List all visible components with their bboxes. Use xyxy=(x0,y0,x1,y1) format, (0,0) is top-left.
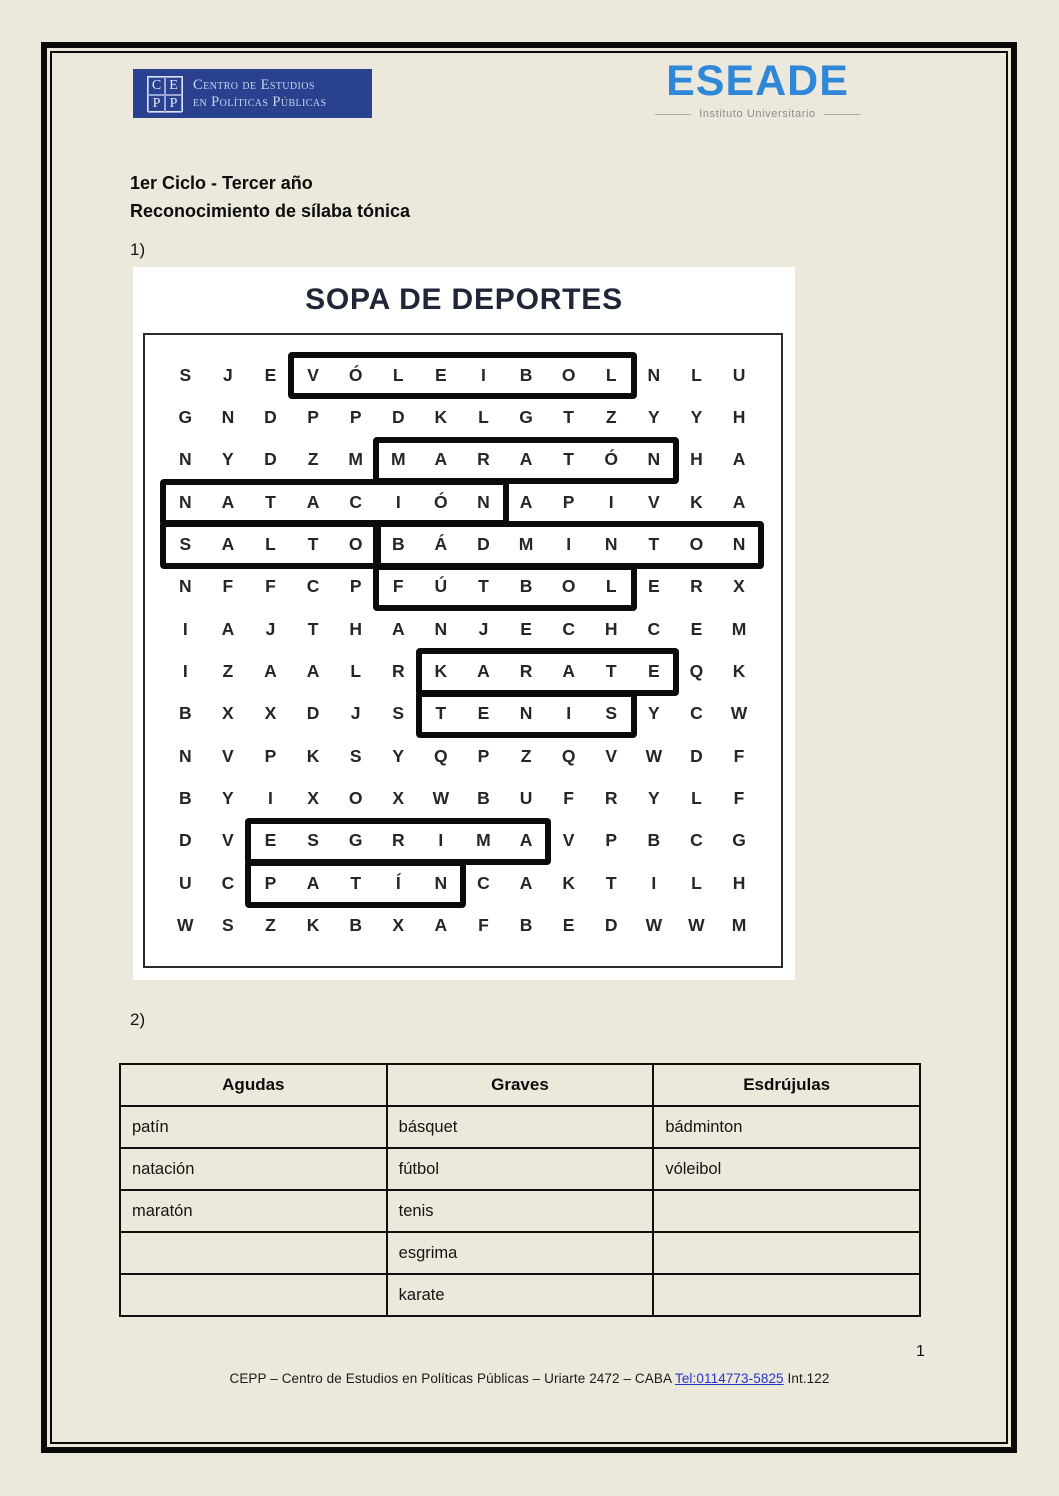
grid-letter: L xyxy=(605,364,617,385)
grid-letter: B xyxy=(391,534,405,555)
grid-letter: C xyxy=(562,618,575,639)
word-highlight-salto xyxy=(160,521,381,568)
grid-letter: T xyxy=(435,703,447,724)
grid-letter: X xyxy=(307,788,319,809)
grid-letter: Z xyxy=(265,915,276,936)
grid-letter: B xyxy=(519,915,533,936)
grid-letter: K xyxy=(306,745,320,766)
word-highlight-fútbol xyxy=(373,564,637,611)
grid-letter: N xyxy=(477,491,490,512)
grid-letter: I xyxy=(182,661,188,682)
grid-letter: C xyxy=(221,872,235,893)
heading-line2: Reconocimiento de sílaba tónica xyxy=(130,201,411,221)
grid-letter: E xyxy=(477,703,490,724)
grid-letter: V xyxy=(562,830,575,851)
grid-letter: W xyxy=(645,745,663,766)
grid-letter: C xyxy=(690,703,703,724)
grid-letter: F xyxy=(392,576,404,597)
grid-letter: B xyxy=(519,364,533,385)
grid-letter: U xyxy=(732,364,746,385)
grid-letter: D xyxy=(604,915,618,936)
grid-letter: R xyxy=(391,661,405,682)
document-heading xyxy=(130,169,410,225)
eseade-right-rule xyxy=(824,114,860,115)
grid-letter: E xyxy=(647,661,660,682)
table-column-header: Graves xyxy=(387,1064,654,1106)
grid-letter: P xyxy=(264,872,277,893)
grid-letter: Í xyxy=(395,872,401,893)
word-search-gridbox xyxy=(143,333,783,968)
grid-letter: R xyxy=(690,576,703,597)
grid-letter: A xyxy=(434,449,448,470)
cepp-logo-text xyxy=(193,77,326,111)
grid-letter: M xyxy=(731,915,747,936)
grid-letter: J xyxy=(478,618,489,639)
grid-letter: C xyxy=(306,576,320,597)
grid-letter: N xyxy=(604,534,618,555)
grid-letter: P xyxy=(349,576,362,597)
grid-letter: G xyxy=(519,407,533,428)
grid-letter: T xyxy=(605,661,617,682)
grid-letter: Z xyxy=(605,407,617,428)
word-highlight-bádminton xyxy=(373,521,764,568)
grid-letter: B xyxy=(477,788,490,809)
grid-letter: S xyxy=(222,915,234,936)
word-highlight-vóleibol xyxy=(288,352,637,399)
grid-letter: O xyxy=(348,788,363,809)
grid-letter: V xyxy=(222,745,234,766)
grid-letter: B xyxy=(178,788,192,809)
grid-letter: V xyxy=(307,364,319,385)
grid-letter: Ú xyxy=(434,576,448,597)
grid-letter: X xyxy=(392,915,405,936)
grid-letter: Y xyxy=(647,407,660,428)
cepp-letter: C xyxy=(148,77,165,95)
grid-letter: B xyxy=(178,703,192,724)
grid-letter: S xyxy=(179,364,192,385)
grid-letter: E xyxy=(435,364,447,385)
grid-letter: K xyxy=(562,872,575,893)
grid-letter: T xyxy=(478,576,489,597)
grid-letter: P xyxy=(307,407,319,428)
grid-letter: R xyxy=(604,788,618,809)
table-cell: patín xyxy=(120,1106,387,1148)
syllable-classification-table xyxy=(119,1063,921,1317)
grid-letter: T xyxy=(350,872,362,893)
grid-letter: L xyxy=(478,407,489,428)
heading-line1: 1er Ciclo - Tercer año xyxy=(130,173,313,193)
eseade-logo xyxy=(655,58,860,120)
table-row xyxy=(120,1274,920,1316)
grid-letter: S xyxy=(307,830,319,851)
footer-text-before: CEPP – Centro de Estudios en Políticas Públicas – Uriarte 2472 – CABA xyxy=(229,1371,675,1386)
word-search-title: SOPA DE DEPORTES xyxy=(305,283,623,316)
grid-letter: L xyxy=(691,788,702,809)
cepp-logo-line1: Centro de Estudios xyxy=(193,76,315,93)
grid-letter: Y xyxy=(392,745,405,766)
grid-letter: E xyxy=(690,618,703,639)
table-cell: maratón xyxy=(120,1190,387,1232)
grid-letter: S xyxy=(349,745,362,766)
grid-letter: L xyxy=(350,661,362,682)
eseade-subtitle: Instituto Universitario xyxy=(699,108,816,120)
grid-letter: G xyxy=(348,830,363,851)
grid-letter: F xyxy=(563,788,574,809)
table-row xyxy=(120,1148,920,1190)
grid-letter: K xyxy=(434,407,448,428)
grid-letter: A xyxy=(477,661,490,682)
exercise1-number: 1) xyxy=(130,240,146,259)
grid-letter: A xyxy=(519,872,533,893)
grid-letter: T xyxy=(307,534,319,555)
grid-letter: A xyxy=(519,491,533,512)
grid-letter: A xyxy=(221,618,235,639)
grid-letter: I xyxy=(182,618,188,639)
grid-letter: M xyxy=(348,449,363,470)
cepp-monogram-icon xyxy=(147,76,183,112)
grid-letter: P xyxy=(605,830,618,851)
grid-letter: A xyxy=(519,830,533,851)
grid-letter: R xyxy=(477,449,490,470)
grid-letter: S xyxy=(179,534,192,555)
grid-letter: N xyxy=(178,449,192,470)
grid-letter: A xyxy=(306,872,320,893)
grid-letter: F xyxy=(478,915,489,936)
cepp-logo-line2: en Políticas Públicas xyxy=(193,93,327,110)
grid-letter: W xyxy=(730,703,748,724)
grid-letter: H xyxy=(732,872,746,893)
grid-letter: M xyxy=(476,830,491,851)
grid-letter: D xyxy=(306,703,320,724)
grid-letter: T xyxy=(265,491,276,512)
grid-letter: T xyxy=(605,872,617,893)
grid-letter: Q xyxy=(561,745,576,766)
grid-letter: N xyxy=(434,618,448,639)
table-header-row xyxy=(120,1064,920,1106)
grid-letter: C xyxy=(477,872,490,893)
grid-letter: Y xyxy=(222,788,234,809)
grid-letter: W xyxy=(688,915,705,936)
grid-letter: Y xyxy=(222,449,234,470)
grid-letter: T xyxy=(563,449,574,470)
grid-letter: R xyxy=(519,661,533,682)
grid-letter: H xyxy=(349,618,362,639)
grid-letter: A xyxy=(221,491,235,512)
footer-text-after: Int.122 xyxy=(783,1371,830,1386)
grid-letter: L xyxy=(605,576,617,597)
grid-letter: A xyxy=(732,491,746,512)
grid-letter: P xyxy=(349,407,362,428)
grid-letter: I xyxy=(481,364,486,385)
grid-letter: I xyxy=(268,788,273,809)
eseade-subtitle-row xyxy=(655,108,860,120)
grid-letter: N xyxy=(178,745,192,766)
grid-letter: C xyxy=(349,491,362,512)
cepp-letter: P xyxy=(148,95,165,113)
grid-letter: B xyxy=(349,915,362,936)
grid-letter: B xyxy=(519,576,533,597)
grid-letter: M xyxy=(731,618,747,639)
grid-letter: A xyxy=(221,534,235,555)
grid-letter: X xyxy=(392,788,405,809)
eseade-left-rule xyxy=(655,114,691,115)
grid-letter: G xyxy=(178,407,193,428)
grid-letter: J xyxy=(350,703,361,724)
grid-letter: W xyxy=(432,788,450,809)
grid-letter: H xyxy=(732,407,746,428)
table-cell: karate xyxy=(387,1274,654,1316)
grid-letter: E xyxy=(264,830,277,851)
grid-letter: Ó xyxy=(604,449,619,470)
grid-letter: D xyxy=(264,449,277,470)
grid-letter: P xyxy=(477,745,490,766)
grid-letter: N xyxy=(732,534,746,555)
grid-letter: A xyxy=(434,915,448,936)
grid-letter: H xyxy=(690,449,703,470)
cepp-letter: E xyxy=(165,77,182,95)
table-body xyxy=(120,1106,920,1316)
grid-letter: Y xyxy=(647,703,660,724)
grid-letter: Z xyxy=(307,449,319,470)
grid-letter: L xyxy=(691,872,702,893)
grid-letter: N xyxy=(178,491,192,512)
grid-letter: S xyxy=(392,703,405,724)
grid-letter: C xyxy=(690,830,703,851)
grid-letter: A xyxy=(562,661,575,682)
grid-letter: L xyxy=(392,364,404,385)
grid-letter: M xyxy=(390,449,406,470)
grid-letter: X xyxy=(222,703,234,724)
grid-letter: K xyxy=(690,491,703,512)
grid-letter: J xyxy=(265,618,276,639)
grid-letter: Z xyxy=(222,661,234,682)
grid-letter: A xyxy=(264,661,277,682)
grid-letter: A xyxy=(391,618,405,639)
grid-letter: T xyxy=(563,407,574,428)
grid-letter: W xyxy=(645,915,663,936)
grid-letter: I xyxy=(651,872,657,893)
grid-letter: M xyxy=(518,534,534,555)
grid-letter: E xyxy=(562,915,575,936)
grid-letter: D xyxy=(477,534,490,555)
word-highlight-patín xyxy=(245,860,466,907)
footer xyxy=(0,1371,1059,1386)
exercise2-number: 2) xyxy=(130,1010,146,1029)
grid-letter: K xyxy=(306,915,320,936)
word-search-panel xyxy=(133,267,795,980)
grid-letter: G xyxy=(732,830,746,851)
grid-letter: E xyxy=(264,364,277,385)
grid-letter: L xyxy=(265,534,276,555)
grid-letter: O xyxy=(561,576,576,597)
grid-letter: E xyxy=(520,618,532,639)
table-row xyxy=(120,1106,920,1148)
table-column-header: Esdrújulas xyxy=(653,1064,920,1106)
cepp-logo xyxy=(133,69,372,118)
grid-letter: S xyxy=(605,703,618,724)
grid-letter: C xyxy=(647,618,661,639)
grid-letter: O xyxy=(348,534,363,555)
grid-letter: A xyxy=(519,449,533,470)
grid-letter: V xyxy=(222,830,234,851)
grid-letter: Q xyxy=(434,745,448,766)
table-cell xyxy=(120,1274,387,1316)
table-cell: natación xyxy=(120,1148,387,1190)
grid-letter: L xyxy=(691,364,702,385)
grid-letter: J xyxy=(223,364,233,385)
grid-letter: O xyxy=(689,534,704,555)
grid-letter: D xyxy=(391,407,405,428)
grid-letter: N xyxy=(647,449,661,470)
table-cell: básquet xyxy=(387,1106,654,1148)
grid-letter: Y xyxy=(647,788,660,809)
grid-letter: V xyxy=(605,745,618,766)
grid-letter: D xyxy=(264,407,277,428)
grid-letter: X xyxy=(733,576,745,597)
table-cell xyxy=(653,1274,920,1316)
grid-letter: R xyxy=(391,830,405,851)
grid-letter: B xyxy=(647,830,661,851)
table-cell: vóleibol xyxy=(653,1148,920,1190)
grid-letter: Ó xyxy=(434,491,448,512)
table-cell: bádminton xyxy=(653,1106,920,1148)
footer-phone-link[interactable]: Tel:0114773-5825 xyxy=(674,1371,784,1386)
grid-letter: U xyxy=(519,788,533,809)
grid-letter: U xyxy=(178,872,192,893)
grid-letter: Y xyxy=(690,407,703,428)
grid-letter: T xyxy=(648,534,660,555)
eseade-wordmark: ESEADE xyxy=(666,57,849,105)
grid-letter: D xyxy=(690,745,703,766)
word-highlight-natación xyxy=(160,479,509,526)
grid-letter: V xyxy=(647,491,660,512)
word-highlight-esgrima xyxy=(245,818,551,865)
table-cell xyxy=(653,1190,920,1232)
grid-letter: T xyxy=(307,618,319,639)
grid-letter: N xyxy=(178,576,192,597)
word-highlight-karate xyxy=(416,648,680,695)
grid-letter: F xyxy=(222,576,234,597)
grid-letter: Z xyxy=(520,745,532,766)
table-column-header: Agudas xyxy=(120,1064,387,1106)
table-cell: tenis xyxy=(387,1190,654,1232)
grid-letter: F xyxy=(733,745,745,766)
cepp-letter: P xyxy=(165,95,182,113)
grid-letter: I xyxy=(566,534,572,555)
table-row xyxy=(120,1232,920,1274)
grid-letter: W xyxy=(177,915,194,936)
grid-letter: X xyxy=(264,703,277,724)
grid-letter: F xyxy=(733,788,745,809)
grid-letter: I xyxy=(608,491,614,512)
grid-letter: P xyxy=(264,745,277,766)
grid-letter: A xyxy=(732,449,746,470)
grid-letter: Á xyxy=(434,534,448,555)
table-cell: fútbol xyxy=(387,1148,654,1190)
grid-letter: I xyxy=(566,703,572,724)
table-cell xyxy=(653,1232,920,1274)
word-highlight-tenis xyxy=(416,691,637,738)
grid-letter: D xyxy=(178,830,192,851)
highlight-layer xyxy=(145,335,781,966)
table-cell xyxy=(120,1232,387,1274)
grid-letter: K xyxy=(732,661,746,682)
page-number: 1 xyxy=(916,1343,925,1360)
grid-letter: N xyxy=(519,703,533,724)
grid-letter: N xyxy=(434,872,448,893)
grid-letter: H xyxy=(604,618,618,639)
grid-letter: I xyxy=(438,830,444,851)
grid-letter: O xyxy=(561,364,576,385)
table-row xyxy=(120,1190,920,1232)
grid-letter: E xyxy=(647,576,660,597)
grid-letter: I xyxy=(395,491,401,512)
grid-letter: K xyxy=(434,661,448,682)
grid-letter: Ó xyxy=(348,364,363,385)
grid-letter: P xyxy=(562,491,575,512)
table-cell: esgrima xyxy=(387,1232,654,1274)
grid-letter: N xyxy=(221,407,235,428)
word-highlight-maratón xyxy=(373,437,679,484)
grid-letter: A xyxy=(306,491,320,512)
grid-letter: Q xyxy=(689,661,704,682)
grid-letter: F xyxy=(265,576,276,597)
grid-letter: N xyxy=(647,364,661,385)
grid-letter: A xyxy=(306,661,320,682)
